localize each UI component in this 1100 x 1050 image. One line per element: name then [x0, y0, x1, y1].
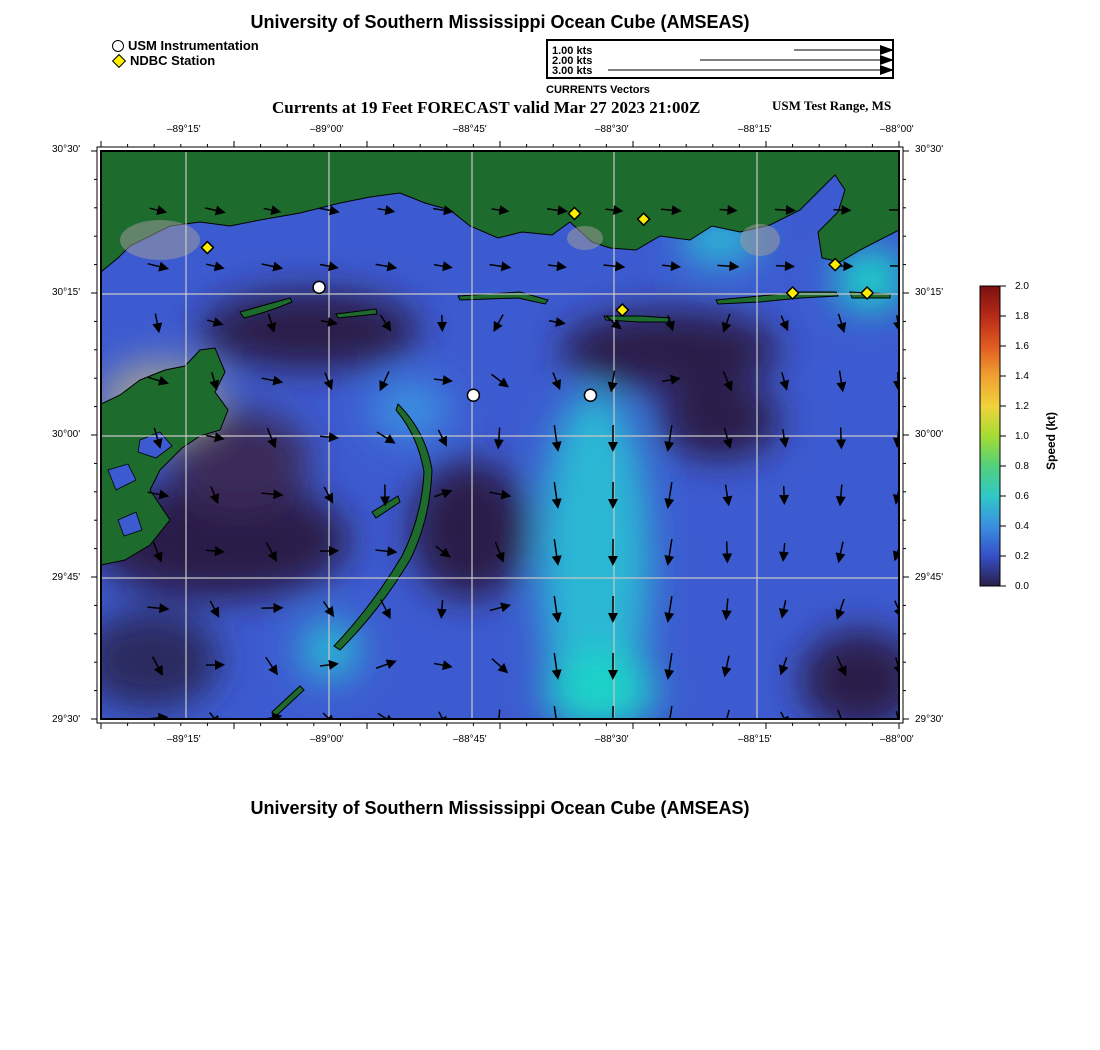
- lat-tick-right-4: 29°45': [915, 572, 944, 583]
- colorbar-tick-0-0: 0.0: [1015, 581, 1029, 592]
- map-subtitle: Currents at 19 Feet FORECAST valid Mar 27 2023 21:00Z: [272, 98, 701, 117]
- vector-key-label-1: 1.00 kts: [552, 45, 593, 57]
- map-title: University of Southern Mississippi Ocean Cube (AMSEAS): [250, 12, 750, 32]
- lat-tick-left-1: 30°30': [52, 144, 81, 155]
- current-vector-head: [899, 261, 909, 271]
- lon-tick-top-3: –88°45': [453, 124, 487, 135]
- current-vector-head: [900, 205, 910, 215]
- vector-key-title: CURRENTS Vectors: [546, 84, 650, 96]
- region-label: USM Test Range, MS: [772, 98, 892, 113]
- current-vector-head: [494, 719, 504, 729]
- colorbar-tick-1-8: 1.8: [1015, 311, 1029, 322]
- colorbar-tick-1-4: 1.4: [1015, 371, 1029, 382]
- lon-tick-top-6: –88°00': [880, 124, 914, 135]
- lat-tick-left-4: 29°45': [52, 572, 81, 583]
- lon-tick-bottom-1: –89°15': [167, 734, 201, 745]
- colorbar-tick-0-8: 0.8: [1015, 461, 1029, 472]
- lat-tick-left-2: 30°15': [52, 287, 81, 298]
- colorbar-tick-2-0: 2.0: [1015, 281, 1029, 292]
- map-title-bottom: University of Southern Mississippi Ocean Cube (AMSEAS): [250, 798, 750, 818]
- vector-key-label-3: 3.00 kts: [552, 65, 593, 77]
- lon-tick-top-4: –88°30': [595, 124, 629, 135]
- usm-instrument-marker[interactable]: [313, 281, 325, 293]
- usm-instrument-marker[interactable]: [467, 389, 479, 401]
- colorbar-tick-1-6: 1.6: [1015, 341, 1029, 352]
- usm-instrument-marker[interactable]: [584, 389, 596, 401]
- lat-tick-left-3: 30°00': [52, 429, 81, 440]
- lon-tick-top-2: –89°00': [310, 124, 344, 135]
- colorbar-label: Speed (kt): [1044, 411, 1058, 470]
- lat-tick-right-5: 29°30': [915, 714, 944, 725]
- colorbar-tick-0-4: 0.4: [1015, 521, 1029, 532]
- speed-field: [80, 151, 920, 733]
- speed-colorbar: [970, 278, 1040, 596]
- lon-tick-bottom-3: –88°45': [453, 734, 487, 745]
- lon-tick-top-5: –88°15': [738, 124, 772, 135]
- current-vector-head: [608, 723, 618, 733]
- lon-tick-bottom-2: –89°00': [310, 734, 344, 745]
- lat-tick-right-3: 30°00': [915, 429, 944, 440]
- colorbar-tick-1-0: 1.0: [1015, 431, 1029, 442]
- legend-ndbc-label: NDBC Station: [130, 53, 216, 68]
- lon-tick-bottom-5: –88°15': [738, 734, 772, 745]
- colorbar-tick-1-2: 1.2: [1015, 401, 1029, 412]
- lon-tick-top-1: –89°15': [167, 124, 201, 135]
- colorbar-tick-0-6: 0.6: [1015, 491, 1029, 502]
- current-vector-head: [664, 722, 674, 733]
- lat-tick-right-1: 30°30': [915, 144, 944, 155]
- lon-tick-bottom-4: –88°30': [595, 734, 629, 745]
- lat-tick-right-2: 30°15': [915, 287, 944, 298]
- lat-tick-left-5: 29°30': [52, 714, 81, 725]
- legend-usm-label: USM Instrumentation: [128, 38, 259, 53]
- vector-key-label-2: 2.00 kts: [552, 55, 593, 67]
- lon-tick-bottom-6: –88°00': [880, 734, 914, 745]
- colorbar-tick-0-2: 0.2: [1015, 551, 1029, 562]
